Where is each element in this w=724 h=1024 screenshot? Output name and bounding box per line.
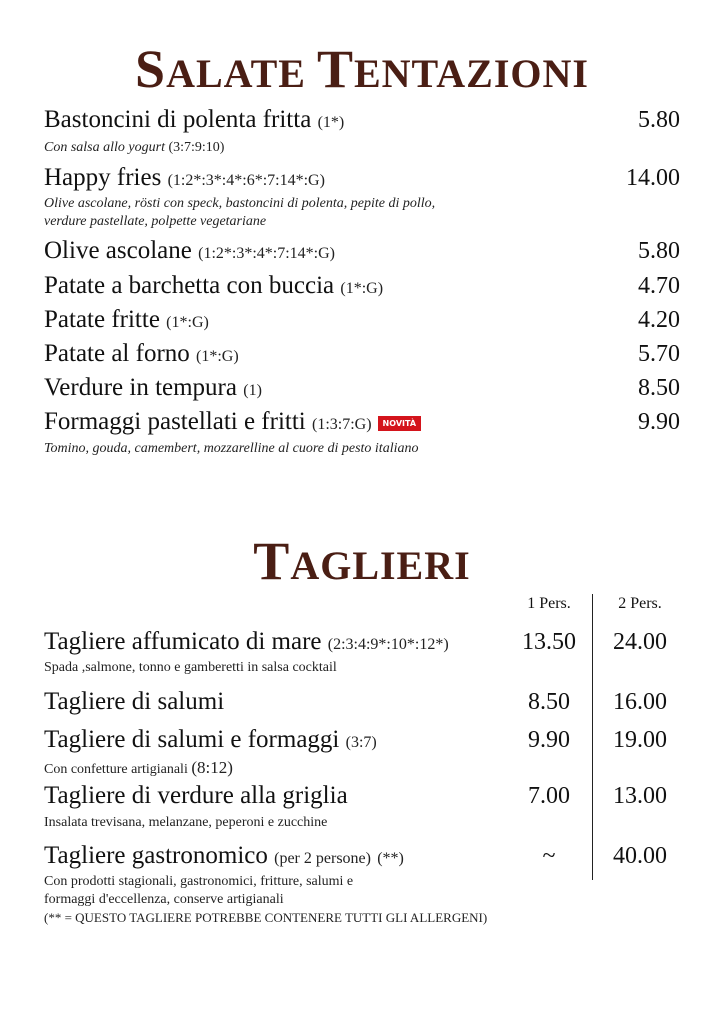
menu-item-name: Verdure in tempura (1) bbox=[44, 374, 262, 401]
menu-item-name: Tagliere di salumi bbox=[44, 688, 225, 715]
price-1-pers: 13.50 bbox=[522, 629, 576, 655]
menu-item-price: 4.70 bbox=[638, 273, 680, 299]
price-2-pers: 40.00 bbox=[613, 843, 667, 869]
allergen-footnote: (** = QUESTO TAGLIERE POTREBBE CONTENERE TUTTI GLI ALLERGENI) bbox=[44, 910, 488, 925]
menu-item-name: Formaggi pastellati e fritti (1:3:7:G) NOVITÀ bbox=[44, 408, 421, 436]
menu-item-price: 5.80 bbox=[638, 107, 680, 133]
price-2-pers: 19.00 bbox=[613, 727, 667, 753]
column-header-1-pers: 1 Pers. bbox=[527, 595, 571, 612]
menu-item-name: Patate fritte (1*:G) bbox=[44, 306, 209, 333]
menu-item-price: 4.20 bbox=[638, 307, 680, 333]
menu-item-name: Patate al forno (1*:G) bbox=[44, 340, 239, 367]
menu-item-name: Happy fries (1:2*:3*:4*:6*:7:14*:G) bbox=[44, 164, 325, 191]
menu-item-desc: formaggi d'eccellenza, conserve artigianali bbox=[44, 892, 284, 907]
menu-item-name: Bastoncini di polenta fritta (1*) bbox=[44, 106, 345, 133]
menu-item-price: 14.00 bbox=[626, 165, 680, 191]
price-2-pers: 13.00 bbox=[613, 783, 667, 809]
menu-item-desc: Con prodotti stagionali, gastronomici, fritture, salumi e bbox=[44, 874, 354, 889]
menu-item-price: 9.90 bbox=[638, 409, 680, 435]
price-1-pers: 8.50 bbox=[528, 689, 570, 715]
price-1-pers: ~ bbox=[542, 843, 556, 869]
menu-item-name: Patate a barchetta con buccia (1*:G) bbox=[44, 272, 384, 299]
menu-item-desc: Olive ascolane, rösti con speck, bastoncini di polenta, pepite di pollo, bbox=[44, 196, 436, 211]
new-badge: NOVITÀ bbox=[378, 416, 421, 431]
section-title-salate-tentazioni: SALATE TENTAZIONI bbox=[135, 39, 589, 99]
column-header-2-pers: 2 Pers. bbox=[618, 595, 662, 612]
menu-item-name: Tagliere gastronomico (per 2 persone) (**) bbox=[44, 842, 404, 869]
section-title-taglieri: TAGLIERI bbox=[253, 531, 471, 591]
price-2-pers: 16.00 bbox=[613, 689, 667, 715]
menu-item-name: Tagliere affumicato di mare (2:3:4:9*:10*:12*) bbox=[44, 628, 449, 655]
menu-item-name: Tagliere di salumi e formaggi (3:7) bbox=[44, 726, 377, 753]
menu-item-price: 8.50 bbox=[638, 375, 680, 401]
menu-item-desc: Con salsa allo yogurt (3:7:9:10) bbox=[44, 140, 225, 155]
price-1-pers: 7.00 bbox=[528, 783, 570, 809]
menu-item-name: Olive ascolane (1:2*:3*:4*:7:14*:G) bbox=[44, 237, 335, 264]
price-1-pers: 9.90 bbox=[528, 727, 570, 753]
menu-item-desc: Tomino, gouda, camembert, mozzarelline al cuore di pesto italiano bbox=[44, 441, 419, 456]
menu-item-desc: Con confetture artigianali (8:12) bbox=[44, 758, 233, 777]
menu-item-desc: Spada ,salmone, tonno e gamberetti in salsa cocktail bbox=[44, 660, 337, 675]
menu-item-price: 5.70 bbox=[638, 341, 680, 367]
menu-item-desc: verdure pastellate, polpette vegetariane bbox=[44, 214, 267, 229]
menu-item-desc: Insalata trevisana, melanzane, peperoni e zucchine bbox=[44, 815, 328, 830]
menu-item-price: 5.80 bbox=[638, 238, 680, 264]
menu-item-name: Tagliere di verdure alla griglia bbox=[44, 782, 348, 809]
price-2-pers: 24.00 bbox=[613, 629, 667, 655]
